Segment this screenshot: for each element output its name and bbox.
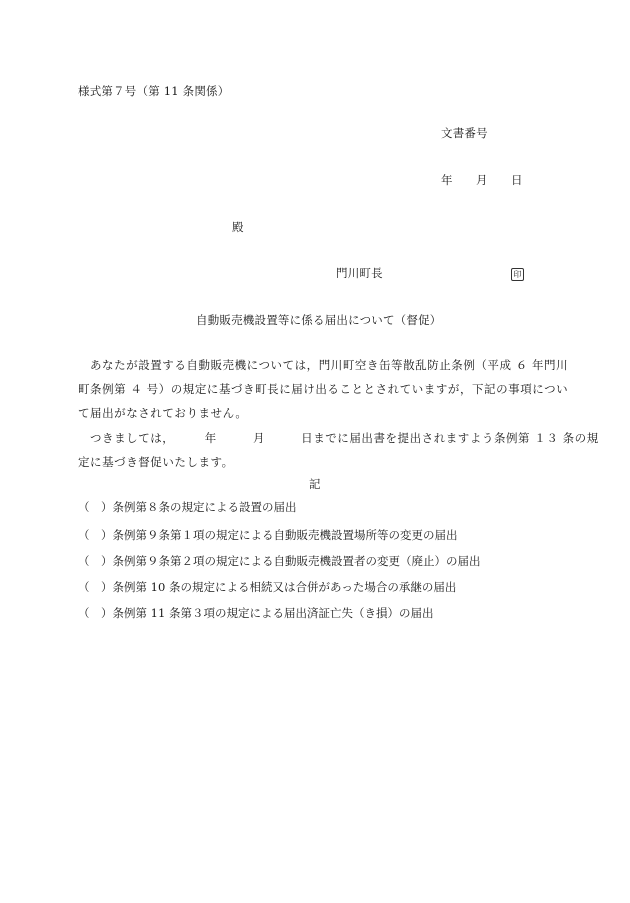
seal-mark: 印	[511, 266, 524, 281]
addressee-suffix: 殿	[232, 220, 244, 234]
list-item: （ ）条例第９条第２項の規定による自動販売機設置者の変更（廃止）の届出	[78, 554, 481, 568]
date-year-label: 年	[441, 173, 453, 187]
document-number-label: 文書番号	[441, 126, 488, 140]
body-line-5: 定に基づき督促いたします。	[78, 455, 234, 469]
list-item: （ ）条例第９条第１項の規定による自動販売機設置場所等の変更の届出	[78, 528, 458, 542]
date-month-label: 月	[476, 173, 488, 187]
date-day-label: 日	[511, 173, 523, 187]
list-item: （ ）条例第 11 条第３項の規定による届出済証亡失（き損）の届出	[78, 606, 434, 620]
body-line-1: あなたが設置する自動販売機については，門川町空き缶等散乱防止条例（平成 ６ 年門川	[90, 358, 569, 372]
body-line-3: て届出がなされておりません。	[78, 406, 248, 420]
document-title: 自動販売機設置等に係る届出について（督促）	[196, 313, 442, 327]
list-item: （ ）条例第８条の規定による設置の届出	[78, 500, 297, 514]
body-line-2: 町条例第 ４ 号）の規定に基づき町長に届け出ることとされていますが，下記の事項につい	[78, 382, 569, 396]
body-line-4: つきましては， 年 月 日までに届出書を提出されますよう条例第 １３ 条の規	[90, 431, 599, 445]
ki-heading: 記	[309, 477, 321, 491]
form-number: 様式第７号（第 11 条関係）	[78, 84, 230, 98]
sender-name: 門川町長	[336, 266, 383, 280]
list-item: （ ）条例第 10 条の規定による相続又は合併があった場合の承継の届出	[78, 580, 457, 594]
